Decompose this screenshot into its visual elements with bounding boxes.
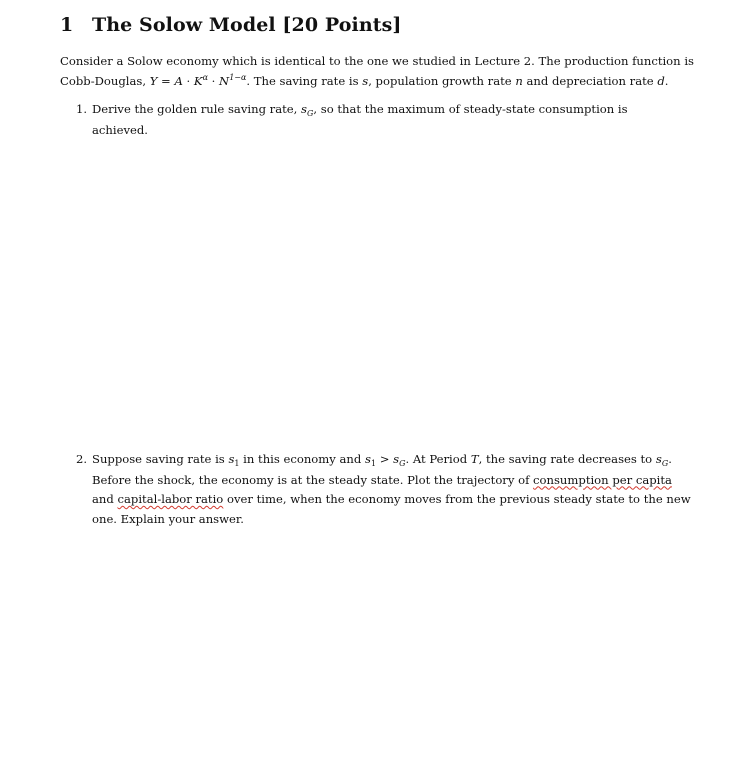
- q1-var-sG: s: [301, 102, 307, 116]
- formula-dot-1: ·: [182, 73, 194, 88]
- q2-line-3: [92, 490, 691, 510]
- q2-text-3b: over time, when the economy moves from the previous steady state to the new: [223, 492, 691, 506]
- question-2-number: 2.: [76, 452, 88, 466]
- q2-text-1c: . At Period: [405, 452, 471, 466]
- q1-text-b: , so that the maximum of steady-state consumption is achieved.: [92, 102, 628, 137]
- q2-var-sG2-sub: G: [661, 459, 669, 468]
- intro-text-2b: . The saving rate is: [246, 73, 363, 88]
- formula-y: Y: [149, 73, 158, 88]
- q2-var-sG: s: [393, 452, 400, 466]
- var-s: s: [362, 73, 369, 88]
- q1-text-a: Derive the golden rule saving rate,: [92, 102, 302, 116]
- q2-line-4: [92, 510, 664, 530]
- q2-var-s1: s: [228, 452, 235, 466]
- q2-var-sG-sub: G: [399, 459, 406, 468]
- q2-line-2: [92, 471, 672, 491]
- question-2-text: [92, 450, 691, 529]
- var-n: n: [515, 73, 523, 88]
- q2-var-s1-sub: 1: [234, 459, 240, 468]
- q2-text-1d: , the saving rate decreases to: [478, 452, 656, 466]
- answer-space-1: [60, 126, 664, 446]
- intro-text-2d: and depreciation rate: [522, 73, 658, 88]
- production-formula: [150, 74, 247, 88]
- intro-text-2c: , population growth rate: [368, 73, 516, 88]
- q2-text-1e: .: [668, 452, 672, 466]
- q2-text-2a: Before the shock, the economy is at the steady state. Plot the trajectory of: [92, 472, 534, 487]
- intro-line-2: [60, 72, 669, 93]
- q1-var-sG-sub: G: [306, 109, 314, 118]
- formula-eq: =: [157, 73, 175, 88]
- answer-space-2: [60, 532, 664, 752]
- section-number: 1: [60, 14, 74, 36]
- intro-text-1: Consider a Solow economy which is identical to the one we studied in Lecture 2. The production function is: [60, 54, 694, 68]
- section-heading: [60, 14, 402, 36]
- q2-text-4: one. Explain your answer.: [92, 511, 244, 526]
- intro-paragraph: [60, 52, 694, 92]
- q2-var-T: T: [470, 452, 479, 466]
- formula-alpha: α: [202, 72, 208, 82]
- formula-k: K: [193, 73, 203, 88]
- spellcheck-underline-consumption[interactable]: consumption per capita: [533, 472, 672, 487]
- intro-text-2a: Cobb-Douglas,: [60, 73, 150, 88]
- intro-text-2e: .: [664, 73, 669, 88]
- q2-text-3a: and: [92, 492, 118, 506]
- q2-line-1: [92, 450, 672, 471]
- q2-text-1a: Suppose saving rate is: [92, 452, 229, 466]
- section-title: The Solow Model [20 Points]: [92, 14, 402, 36]
- spellcheck-underline-capital[interactable]: capital-labor ratio: [117, 492, 224, 506]
- question-1-number: 1.: [76, 102, 88, 116]
- q2-var-sG2: s: [655, 452, 662, 466]
- q2-var-s1b-sub: 1: [370, 459, 377, 468]
- question-2: [76, 450, 691, 529]
- var-d: d: [657, 73, 665, 88]
- q2-gt: >: [376, 452, 394, 466]
- q2-text-1b: in this economy and: [239, 452, 365, 466]
- formula-exponent: 1−α: [229, 72, 247, 82]
- q2-var-s1b: s: [365, 452, 371, 466]
- formula-dot-2: ·: [207, 73, 220, 88]
- formula-n: N: [219, 73, 230, 88]
- intro-line-1: [60, 52, 694, 72]
- formula-a: A: [174, 73, 183, 88]
